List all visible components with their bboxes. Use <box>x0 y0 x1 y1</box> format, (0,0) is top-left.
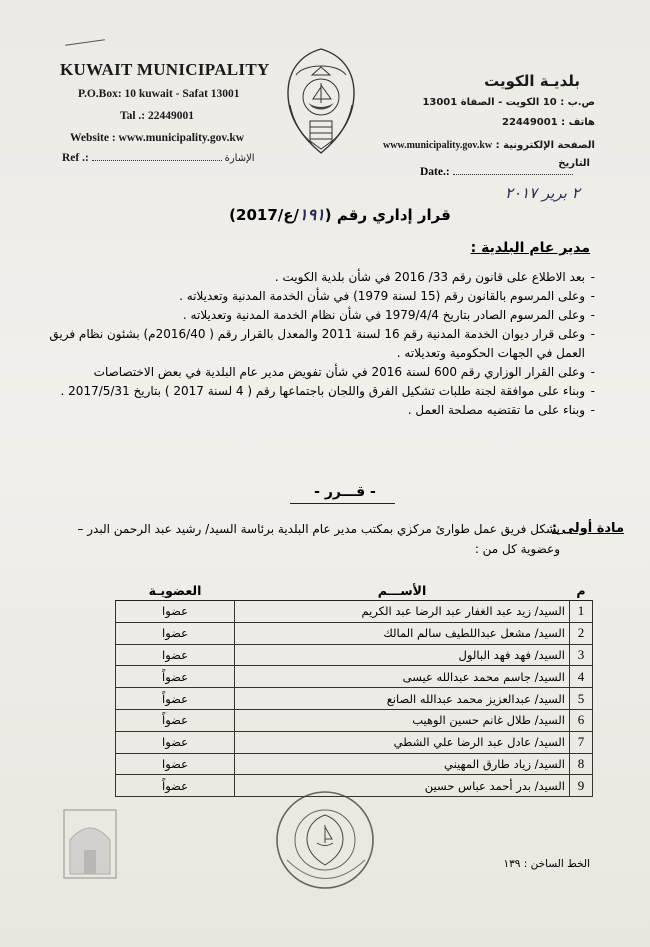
table-header-row <box>116 580 593 601</box>
pobox-en: P.O.Box: 10 kuwait - Safat 13001 <box>78 88 240 100</box>
row-num: 4 <box>570 666 593 688</box>
website-label-ar: الصفحة الإلكترونية : <box>495 140 595 151</box>
date-ar-label: التاريخ <box>558 158 590 169</box>
ref-label-ar: الإشارة <box>224 153 255 164</box>
building-watermark-icon <box>60 800 120 882</box>
table-row <box>116 644 593 666</box>
preamble-item: - وعلى المرسوم الصادر بتاريخ 1979/4/4 في شأن نظام الخدمة المدنية وتعديلاته . <box>35 306 595 325</box>
row-name: السيد/ زياد طارق المهيني <box>235 753 570 775</box>
decision-prefix: قرار إداري رقم ( <box>324 206 451 224</box>
org-name-en: KUWAIT MUNICIPALITY <box>60 60 270 79</box>
preamble-item: - وبناء على ما تقتضيه مصلحة العمل . <box>35 401 595 420</box>
table-row <box>116 666 593 688</box>
row-role: عضواً <box>116 775 235 797</box>
decides-heading: - قـــرر - <box>314 484 376 500</box>
row-role: عضواً <box>116 709 235 731</box>
row-num: 5 <box>570 688 593 710</box>
preamble-item: - وعلى القرار الوزاري رقم 600 لسنة 2016 في شأن تفويض مدير عام البلدية في بعض الاختصاصات <box>35 363 595 382</box>
row-name: السيد/ مشعل عبداللطيف سالم المالك <box>235 622 570 644</box>
handwritten-date: ٢ برير ٢٠١٧ <box>505 184 580 202</box>
preamble-list <box>35 268 595 420</box>
tel-en: Tal .: 22449001 <box>120 110 195 122</box>
row-name: السيد/ فهد فهد البالول <box>235 644 570 666</box>
col-header-role: العضويـة <box>116 580 235 601</box>
section-heading: مدير عام البلدية : <box>470 240 590 256</box>
kuwait-emblem-icon <box>282 45 360 157</box>
row-name: السيد/ عادل عبد الرضا علي الشطي <box>235 731 570 753</box>
row-name: السيد/ جاسم محمد عبدالله عيسى <box>235 666 570 688</box>
row-num: 6 <box>570 709 593 731</box>
row-num: 8 <box>570 753 593 775</box>
preamble-item: - بعد الاطلاع على قانون رقم 33/ 2016 في شأن بلدية الكويت . <box>35 268 595 287</box>
article-text: يشكل فريق عمل طوارئ مركزي بمكتب مدير عام البلدية برئاسة السيد/ رشيد عبد الرحمن البدر – وعضوية كل من : <box>77 522 560 556</box>
row-role: عضوا <box>116 644 235 666</box>
hotline: الخط الساخن : ١٣٩ <box>503 858 590 870</box>
table-row <box>116 753 593 775</box>
col-header-name: الأســـم <box>235 580 570 601</box>
row-role: عضوا <box>116 622 235 644</box>
row-role: عضواً <box>116 666 235 688</box>
members-table <box>115 580 593 797</box>
row-role: عضوا <box>116 753 235 775</box>
ref-label: Ref .: <box>62 152 89 164</box>
ref-dotted-line <box>92 160 222 161</box>
row-num: 7 <box>570 731 593 753</box>
website-url-ar: www.municipality.gov.kw <box>382 140 493 151</box>
row-name: السيد/ طلال غانم حسين الوهيب <box>235 709 570 731</box>
row-num: 2 <box>570 622 593 644</box>
pobox-ar: ص.ب : 10 الكويت - الصفاة 13001 <box>422 97 595 108</box>
preamble-item: - وعلى قرار ديوان الخدمة المدنية رقم 16 لسنة 2011 والمعدل بالقرار رقم ( 2016/40م) بشئون نظام فريق العمل في الجهات الحكومية وتعديلاته . <box>35 325 595 363</box>
preamble-item: - وبناء على موافقة لجنة طلبات تشكيل الفرق واللجان باجتماعها رقم ( 4 لسنة 2017 ) بتاريخ 2017/5/31 . <box>35 382 595 401</box>
decides-underline <box>290 503 395 504</box>
row-name: السيد/ زيد عبد الغفار عبد الرضا عبد الكريم <box>235 601 570 623</box>
row-role: عضوا <box>116 731 235 753</box>
row-num: 3 <box>570 644 593 666</box>
decision-suffix: /ع/2017) <box>229 206 299 224</box>
row-name: السيد/ عبدالعزيز محمد عبدالله الصانع <box>235 688 570 710</box>
org-name-ar: بلديـة الكويت <box>484 72 580 90</box>
article-label: مادة أولى : <box>551 521 624 536</box>
table-row <box>116 709 593 731</box>
date-label: Date.: <box>420 166 450 178</box>
official-stamp-icon <box>273 785 378 895</box>
row-name: السيد/ بدر أحمد عباس حسين <box>235 775 570 797</box>
date-dotted-line <box>453 174 573 175</box>
ref-field <box>62 152 255 164</box>
website-ar <box>383 140 595 151</box>
website-en: Website : www.municipality.gov.kw <box>70 132 245 144</box>
table-row <box>116 688 593 710</box>
row-num: 1 <box>570 601 593 623</box>
phone-ar: هاتف : 22449001 <box>502 117 595 128</box>
preamble-item: - وعلى المرسوم بالقانون رقم (15 لسنة 1979) في شأن الخدمة المدنية وتعديلاته . <box>35 287 595 306</box>
decision-number: ١٩١ <box>299 205 325 224</box>
table-row <box>116 731 593 753</box>
col-header-num: م <box>570 580 593 601</box>
row-num: 9 <box>570 775 593 797</box>
decision-title <box>225 205 455 224</box>
pen-mark <box>65 39 105 46</box>
date-field <box>420 166 573 178</box>
row-role: عضواً <box>116 688 235 710</box>
table-row <box>116 622 593 644</box>
row-role: عضوا <box>116 601 235 623</box>
table-row <box>116 601 593 623</box>
